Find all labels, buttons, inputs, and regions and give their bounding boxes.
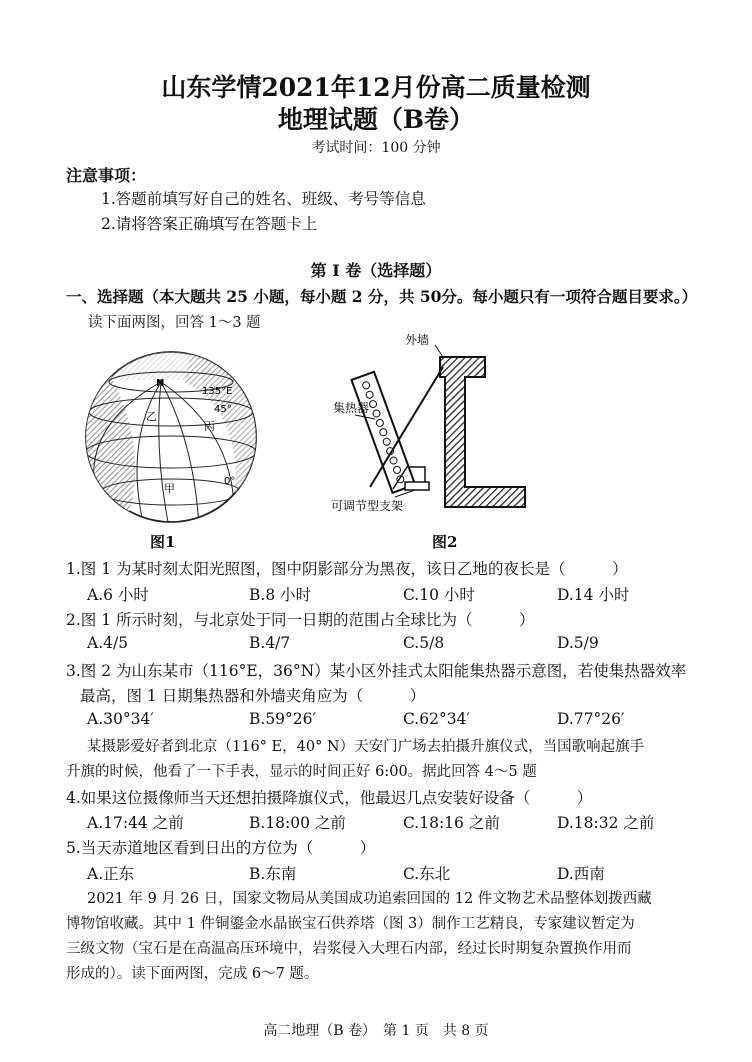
globe-label-135e: 135°E — [202, 386, 233, 397]
figure2-label-stand: 可调节型支架 — [331, 499, 404, 513]
exam-subtitle: 地理试题（B卷） — [277, 105, 475, 134]
question-2-option-a: A.4/5 — [87, 634, 129, 652]
globe-label-yi: 乙 — [146, 410, 157, 423]
question-4-option-d: D.18:32 之前 — [557, 814, 655, 832]
exam-title: 山东学情2021年12月份高二质量检测 — [161, 73, 591, 102]
figure2-label-collector: 集热器 — [333, 401, 370, 415]
question-5-option-d: D.西南 — [557, 865, 605, 883]
figure1-caption: 图1 — [150, 533, 176, 551]
question-3-stem-line2: 最高，图 1 日期集热器和外墙夹角应为（ ） — [80, 687, 426, 705]
volume-title: 第 I 卷（选择题） — [310, 261, 442, 280]
exam-time: 考试时间：100 分钟 — [311, 140, 441, 156]
question-3-option-c: C.62°34′ — [403, 710, 470, 728]
figure1-globe — [84, 342, 264, 532]
figure2-caption: 图2 — [432, 533, 458, 551]
page-footer: 高二地理（B 卷） 第 1 页 共 8 页 — [263, 1023, 489, 1039]
question-3-option-b: B.59°26′ — [249, 710, 317, 728]
notice-item-2: 2.请将答案正确填写在答题卡上 — [101, 215, 318, 233]
figure2-label-wall: 外墙 — [405, 333, 430, 347]
question-5-stem: 5.当天赤道地区看到日出的方位为（ ） — [66, 839, 376, 857]
question-1-option-c: C.10 小时 — [403, 586, 475, 604]
passage-4-5-line2: 升旗的时候，他看了一下手表，显示的时间正好 6:00。据此回答 4～5 题 — [66, 764, 537, 780]
passage-4-5-line1: 某摄影爱好者到北京（116° E，40° N）天安门广场去拍摄升旗仪式，当国歌响起旗手 — [87, 739, 645, 755]
question-1-option-b: B.8 小时 — [249, 586, 312, 604]
question-2-option-b: B.4/7 — [249, 634, 291, 652]
globe-label-45: 45° — [214, 404, 232, 415]
intro-1-3: 读下面两图，回答 1～3 题 — [88, 315, 261, 331]
question-1-option-d: D.14 小时 — [557, 586, 630, 604]
question-4-option-b: B.18:00 之前 — [249, 814, 346, 832]
question-3-option-a: A.30°34′ — [87, 710, 154, 728]
globe-label-bing: 丙 — [204, 420, 215, 433]
question-2-stem: 2.图 1 所示时刻，与北京处于同一日期的范围占全球比为（ ） — [66, 611, 535, 629]
question-5-option-c: C.东北 — [403, 865, 451, 883]
question-5-option-b: B.东南 — [249, 865, 297, 883]
globe-label-north: N — [156, 378, 165, 389]
question-3-stem-line1: 3.图 2 为山东某市（116°E，36°N）某小区外挂式太阳能集热器示意图，若使集热器效率 — [66, 662, 687, 680]
question-2-option-c: C.5/8 — [403, 634, 445, 652]
question-2-option-d: D.5/9 — [557, 634, 599, 652]
passage-6-7-line4: 形成的）。读下面两图，完成 6～7 题。 — [66, 966, 319, 982]
part-heading: 一、选择题（本大题共 25 小题，每小题 2 分，共 50分。每小题只有一项符合题目要求。） — [66, 287, 698, 306]
globe-label-jia: 甲 — [164, 482, 175, 495]
question-1-option-a: A.6 小时 — [87, 586, 149, 604]
figure2-collector — [325, 327, 530, 522]
notice-item-1: 1.答题前填写好自己的姓名、班级、考号等信息 — [101, 190, 426, 208]
notice-heading: 注意事项： — [66, 166, 147, 185]
question-4-option-c: C.18:16 之前 — [403, 814, 500, 832]
question-4-option-a: A.17:44 之前 — [87, 814, 184, 832]
question-5-option-a: A.正东 — [87, 865, 135, 883]
globe-label-zero: 0° — [224, 476, 236, 487]
question-1-stem: 1.图 1 为某时刻太阳光照图，图中阴影部分为黑夜，该日乙地的夜长是（ ） — [66, 560, 628, 578]
passage-6-7-line3: 三级文物（宝石是在高温高压环境中，岩浆侵入大理石内部，经过长时期复杂置换作用而 — [66, 941, 632, 957]
question-4-stem: 4.如果这位摄像师当天还想拍摄降旗仪式，他最迟几点安装好设备（ ） — [66, 789, 593, 807]
passage-6-7-line1: 2021 年 9 月 26 日，国家文物局从美国成功追索回国的 12 件文物艺术品整体划拨西藏 — [87, 891, 652, 907]
question-3-option-d: D.77°26′ — [557, 710, 625, 728]
passage-6-7-line2: 博物馆收藏。其中 1 件铜鎏金水晶嵌宝石供养塔（图 3）制作工艺精良，专家建议暂定为 — [66, 916, 635, 932]
